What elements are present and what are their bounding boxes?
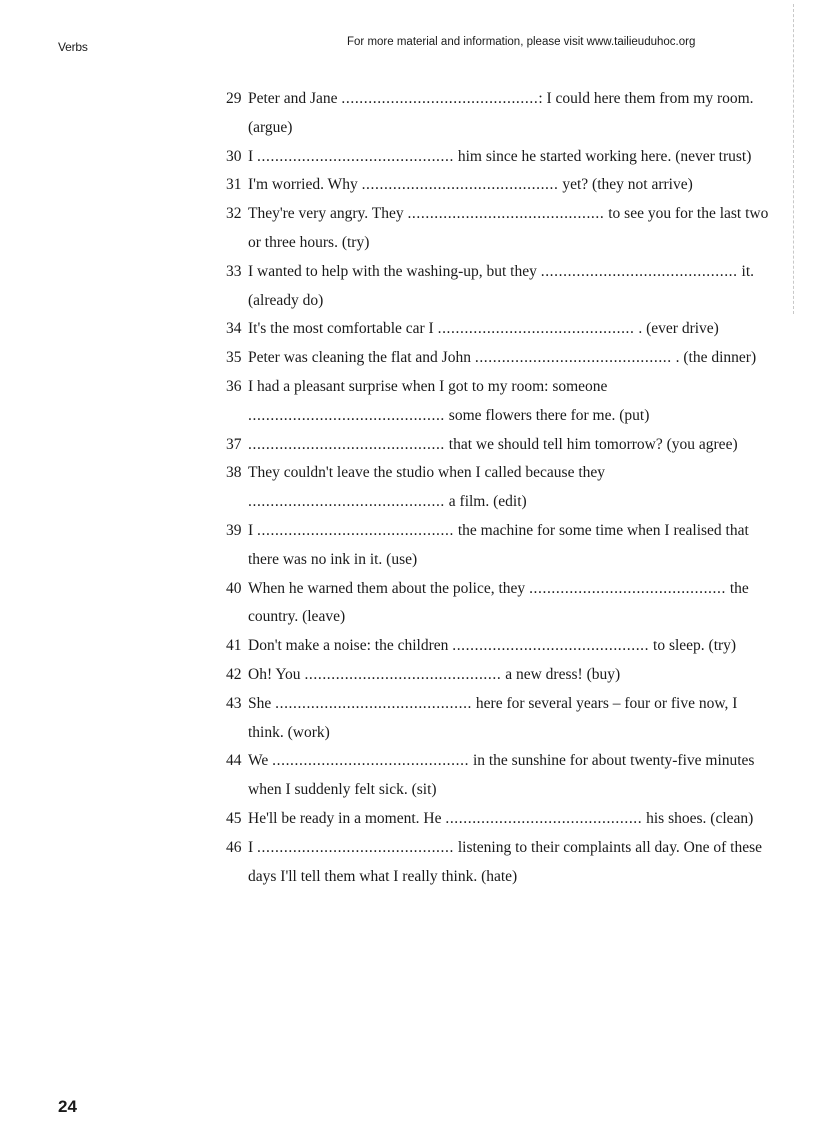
exercise-item	[226, 171, 771, 200]
exercise-text	[248, 344, 771, 373]
exercise-text	[248, 517, 771, 575]
answer-blank[interactable]: ............................................	[272, 752, 470, 770]
exercise-item	[226, 661, 771, 690]
exercise-list	[226, 85, 771, 891]
exercise-text	[248, 171, 771, 200]
answer-blank[interactable]: ............................................	[248, 493, 445, 511]
exercise-continuation: some flowers there for me. (put)	[444, 406, 650, 424]
exercise-text	[248, 459, 771, 517]
exercise-continuation: the machine for some time when I realised that there was no ink in it. (use)	[248, 521, 749, 568]
exercise-continuation: in the sunshine for about twenty-five minutes when I suddenly felt sick. (sit)	[248, 752, 755, 799]
answer-blank[interactable]: ............................................	[540, 262, 738, 280]
exercise-prompt: I	[248, 147, 258, 165]
exercise-text	[248, 143, 771, 172]
answer-blank[interactable]: ............................................	[257, 147, 454, 165]
exercise-text	[248, 661, 771, 690]
exercise-continuation: here for several years – four or five now, I think. (work)	[248, 694, 738, 741]
exercise-number: 38	[226, 464, 242, 482]
exercise-number: 40	[226, 579, 242, 597]
exercise-prompt: Peter and Jane	[248, 90, 342, 107]
exercise-item	[226, 200, 771, 258]
exercise-prompt: They couldn't leave the studio when I called because they	[248, 464, 606, 482]
exercise-item	[226, 805, 771, 834]
exercise-number: 31	[226, 176, 242, 194]
section-title: Verbs	[58, 40, 88, 54]
exercise-continuation: him since he started working here. (never trust)	[453, 147, 752, 165]
exercise-text	[248, 258, 771, 316]
exercise-number: 35	[226, 349, 242, 367]
exercise-prompt: She	[248, 694, 276, 712]
exercise-text	[248, 575, 771, 633]
exercise-continuation: it. (already do)	[248, 262, 755, 309]
exercise-number: 41	[226, 637, 242, 655]
exercise-text	[248, 747, 771, 805]
answer-blank[interactable]: ............................................	[437, 320, 635, 338]
answer-blank[interactable]: ............................................	[304, 665, 502, 683]
answer-blank[interactable]: ............................................	[474, 349, 672, 367]
exercise-continuation: : I could here them from my room. (argue)	[248, 90, 754, 136]
exercise-item	[226, 315, 771, 344]
exercise-number: 39	[226, 521, 242, 539]
exercise-item	[226, 431, 771, 460]
exercise-prompt: He'll be ready in a moment. He	[248, 809, 446, 827]
answer-blank[interactable]: ............................................	[529, 579, 726, 597]
exercise-prompt: I	[248, 521, 258, 539]
exercise-continuation: a film. (edit)	[444, 493, 527, 511]
answer-blank[interactable]: ............................................	[257, 838, 454, 856]
exercise-item	[226, 747, 771, 805]
exercise-continuation: that we should tell him tomorrow? (you agree)	[444, 435, 738, 453]
exercise-number: 43	[226, 694, 242, 712]
exercise-item	[226, 258, 771, 316]
exercise-text	[248, 431, 771, 460]
exercise-prompt: They're very angry. They	[248, 205, 408, 223]
answer-blank[interactable]: ............................................	[248, 406, 445, 424]
exercise-prompt: I'm worried. Why	[248, 176, 362, 194]
exercise-item	[226, 143, 771, 172]
exercise-number: 32	[226, 205, 242, 223]
answer-blank[interactable]: ............................................	[257, 521, 454, 539]
exercise-item	[226, 632, 771, 661]
answer-blank[interactable]: ............................................	[452, 637, 650, 655]
exercise-item	[226, 85, 771, 143]
exercise-number: 37	[226, 435, 242, 453]
exercise-prompt: I	[248, 838, 258, 856]
exercise-continuation: . (ever drive)	[634, 320, 719, 338]
exercise-prompt: Peter was cleaning the flat and John	[248, 349, 475, 367]
answer-blank[interactable]: ............................................	[275, 694, 473, 712]
exercise-continuation: to see you for the last two or three hours. (try)	[248, 205, 769, 251]
answer-blank[interactable]: ............................................	[361, 176, 559, 194]
exercise-item	[226, 690, 771, 748]
exercise-continuation: the country. (leave)	[248, 579, 749, 626]
exercise-item	[226, 373, 771, 431]
exercise-text	[248, 200, 771, 258]
exercise-number: 44	[226, 752, 242, 770]
exercise-prompt: When he warned them about the police, they	[248, 579, 530, 597]
page-number: 24	[58, 1097, 77, 1116]
exercise-prompt: We	[248, 752, 273, 770]
exercise-prompt: Don't make a noise: the children	[248, 637, 453, 655]
exercise-text	[248, 85, 771, 143]
exercise-number: 33	[226, 262, 242, 280]
exercise-text	[248, 315, 771, 344]
exercise-text	[248, 632, 771, 661]
exercise-item	[226, 834, 771, 892]
exercise-prompt: I had a pleasant surprise when I got to my room: someone	[248, 377, 608, 395]
exercise-item	[226, 459, 771, 517]
exercise-continuation: yet? (they not arrive)	[558, 176, 693, 194]
scan-edge-marks	[793, 4, 796, 314]
exercise-number: 29	[226, 90, 242, 107]
exercise-continuation: . (the dinner)	[671, 349, 757, 367]
exercise-number: 42	[226, 665, 242, 683]
exercise-prompt: It's the most comfortable car I	[248, 320, 438, 338]
answer-blank[interactable]: ............................................	[248, 435, 445, 453]
exercise-prompt: Oh! You	[248, 665, 305, 683]
exercise-number: 36	[226, 377, 242, 395]
exercise-item	[226, 344, 771, 373]
answer-blank[interactable]: ............................................	[407, 205, 605, 223]
answer-blank[interactable]: ............................................	[445, 809, 643, 827]
exercise-number: 34	[226, 320, 242, 338]
exercise-continuation: his shoes. (clean)	[642, 809, 754, 827]
exercise-continuation: a new dress! (buy)	[501, 665, 621, 683]
exercise-prompt: I wanted to help with the washing-up, but they	[248, 262, 541, 280]
exercise-item	[226, 575, 771, 633]
exercise-text	[248, 805, 771, 834]
exercise-text	[248, 373, 771, 431]
exercise-number: 46	[226, 838, 242, 856]
exercise-text	[248, 690, 771, 748]
exercise-item	[226, 517, 771, 575]
website-notice: For more material and information, please visit www.tailieuduhoc.org	[347, 36, 696, 48]
exercise-continuation: listening to their complaints all day. One of these days I'll tell them what I really think. (hate)	[248, 838, 763, 885]
exercise-number: 45	[226, 809, 242, 827]
answer-blank[interactable]: ............................................	[341, 90, 539, 107]
exercise-continuation: to sleep. (try)	[649, 637, 737, 655]
exercise-text	[248, 834, 771, 892]
exercise-number: 30	[226, 147, 242, 165]
